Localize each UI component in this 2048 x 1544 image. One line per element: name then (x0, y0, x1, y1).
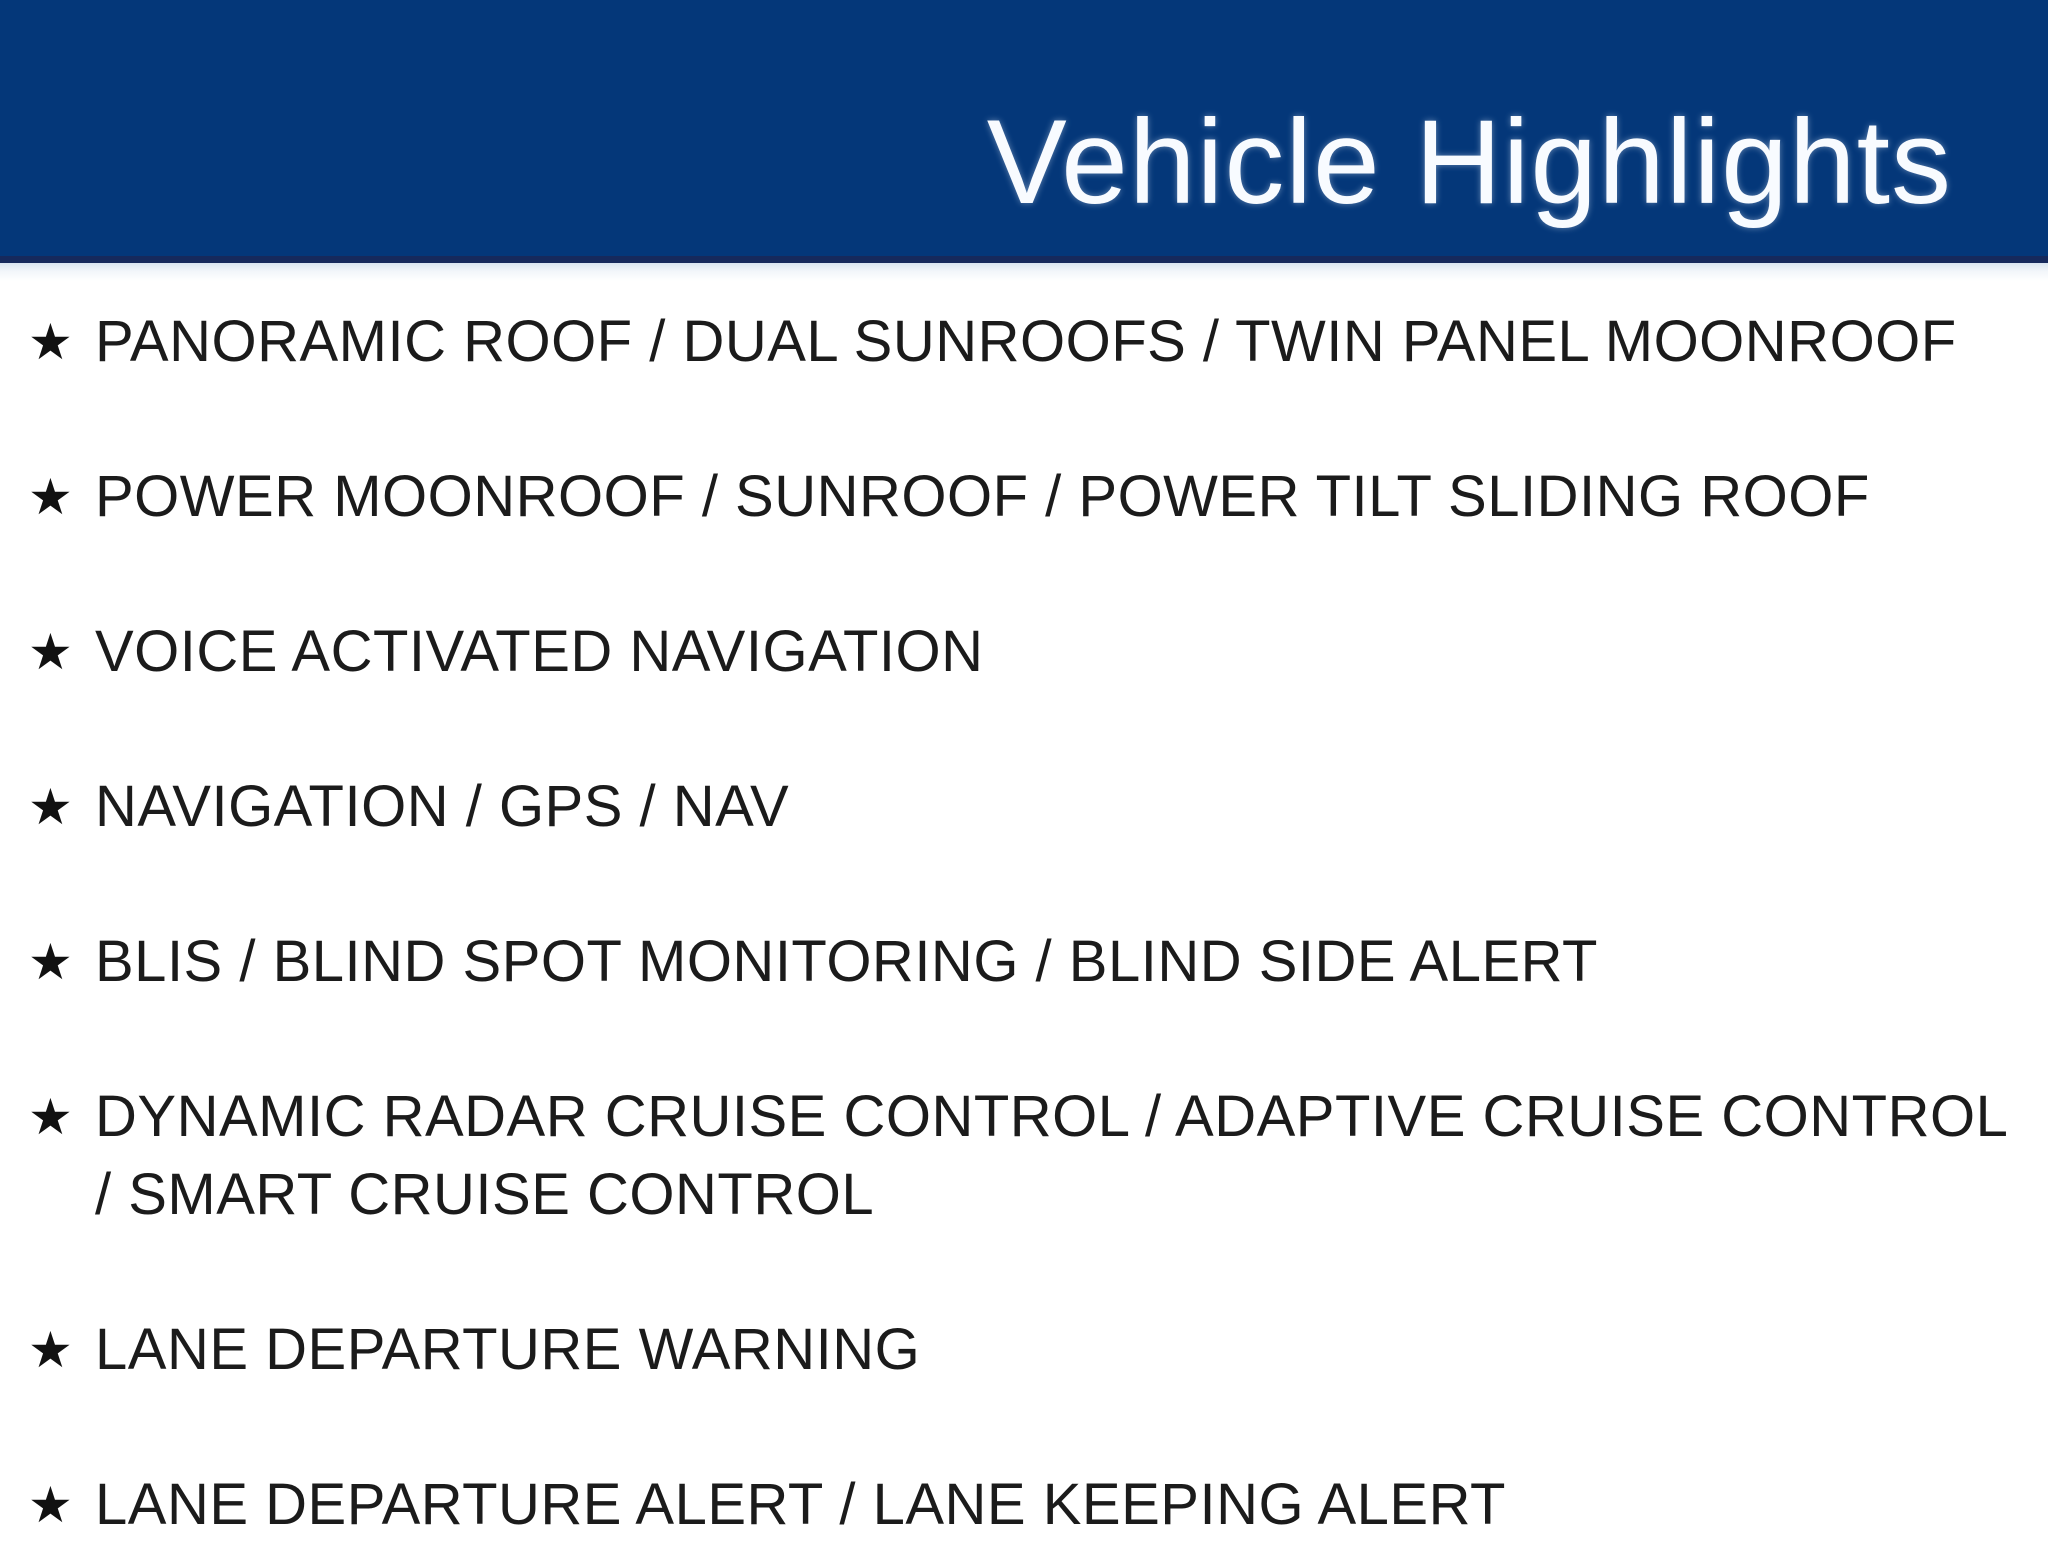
list-item (28, 1466, 2018, 1544)
star-bullet-icon: ★ (28, 1089, 73, 1145)
list-item-label: BLIS / BLIND SPOT MONITORING / BLIND SIDE ALERT (95, 929, 1598, 994)
header-banner (0, 0, 2048, 263)
list-item (28, 923, 2018, 1001)
list-item-label: NAVIGATION / GPS / NAV (95, 774, 790, 839)
highlights-list (0, 281, 2048, 1544)
star-bullet-icon: ★ (28, 469, 73, 525)
header-fade-divider (0, 263, 2048, 281)
list-item (28, 1078, 2023, 1234)
list-item-label: LANE DEPARTURE WARNING (95, 1317, 921, 1382)
star-bullet-icon: ★ (28, 1322, 73, 1378)
star-bullet-icon: ★ (28, 314, 73, 370)
list-item-label: VOICE ACTIVATED NAVIGATION (95, 619, 984, 684)
list-item-label: DYNAMIC RADAR CRUISE CONTROL / ADAPTIVE CRUISE CONTROL / SMART CRUISE CONTROL (95, 1084, 2023, 1227)
page-title: Vehicle Highlights (986, 95, 1952, 229)
list-item (28, 1311, 2018, 1389)
star-bullet-icon: ★ (28, 779, 73, 835)
star-bullet-icon: ★ (28, 1477, 73, 1533)
list-item-label: LANE DEPARTURE ALERT / LANE KEEPING ALERT (95, 1472, 1506, 1537)
list-item (28, 303, 2018, 381)
star-bullet-icon: ★ (28, 934, 73, 990)
list-item (28, 458, 2018, 536)
list-item (28, 613, 2018, 691)
star-bullet-icon: ★ (28, 624, 73, 680)
list-item-label: POWER MOONROOF / SUNROOF / POWER TILT SLIDING ROOF (95, 464, 1870, 529)
list-item-label: PANORAMIC ROOF / DUAL SUNROOFS / TWIN PANEL MOONROOF (95, 309, 1957, 374)
list-item (28, 768, 2018, 846)
